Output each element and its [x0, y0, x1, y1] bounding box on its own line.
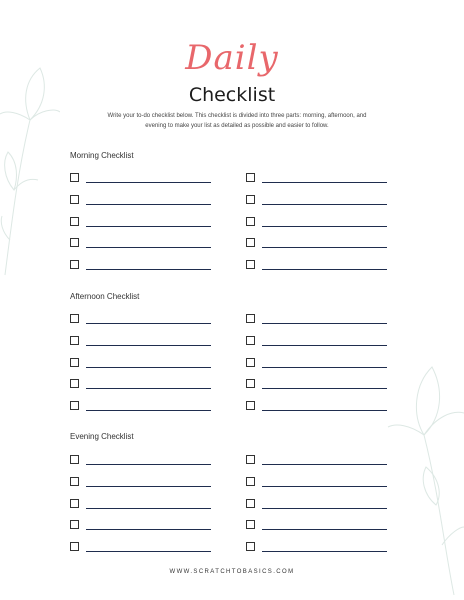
checkbox[interactable]	[246, 173, 255, 182]
write-in-line[interactable]	[86, 323, 211, 324]
write-in-line[interactable]	[262, 486, 387, 487]
write-in-line[interactable]	[86, 367, 211, 368]
description-text: Write your to-do checklist below. This checklist is divided into three parts: morning, afternoon, and evening to make your list as detailed as possible and easier to follow.	[107, 113, 367, 129]
checkbox[interactable]	[70, 520, 79, 529]
checkbox[interactable]	[246, 238, 255, 247]
checkbox[interactable]	[246, 217, 255, 226]
write-in-line[interactable]	[262, 226, 387, 227]
checkbox[interactable]	[70, 217, 79, 226]
checkbox[interactable]	[70, 173, 79, 182]
write-in-line[interactable]	[262, 529, 387, 530]
write-in-line[interactable]	[86, 345, 211, 346]
write-in-line[interactable]	[262, 204, 387, 205]
write-in-line[interactable]	[86, 247, 211, 248]
section-title-morning: Morning Checklist	[70, 151, 134, 160]
write-in-line[interactable]	[86, 486, 211, 487]
write-in-line[interactable]	[262, 388, 387, 389]
checkbox[interactable]	[70, 499, 79, 508]
checkbox[interactable]	[70, 336, 79, 345]
write-in-line[interactable]	[262, 323, 387, 324]
write-in-line[interactable]	[86, 182, 211, 183]
checkbox[interactable]	[246, 260, 255, 269]
checkbox[interactable]	[70, 195, 79, 204]
checkbox[interactable]	[70, 238, 79, 247]
write-in-line[interactable]	[262, 345, 387, 346]
checkbox[interactable]	[70, 455, 79, 464]
write-in-line[interactable]	[86, 269, 211, 270]
section-title-evening: Evening Checklist	[70, 432, 134, 441]
write-in-line[interactable]	[86, 508, 211, 509]
checkbox[interactable]	[246, 542, 255, 551]
write-in-line[interactable]	[262, 269, 387, 270]
write-in-line[interactable]	[262, 367, 387, 368]
write-in-line[interactable]	[86, 204, 211, 205]
checkbox[interactable]	[246, 401, 255, 410]
checkbox[interactable]	[70, 379, 79, 388]
floral-decoration-icon	[384, 355, 464, 595]
write-in-line[interactable]	[262, 551, 387, 552]
checkbox[interactable]	[70, 358, 79, 367]
write-in-line[interactable]	[262, 182, 387, 183]
checkbox[interactable]	[246, 195, 255, 204]
checkbox[interactable]	[246, 314, 255, 323]
checkbox[interactable]	[246, 336, 255, 345]
checkbox[interactable]	[246, 358, 255, 367]
write-in-line[interactable]	[262, 247, 387, 248]
checkbox[interactable]	[70, 314, 79, 323]
write-in-line[interactable]	[86, 529, 211, 530]
write-in-line[interactable]	[86, 388, 211, 389]
section-title-afternoon: Afternoon Checklist	[70, 292, 140, 301]
checkbox[interactable]	[70, 401, 79, 410]
write-in-line[interactable]	[262, 464, 387, 465]
checkbox[interactable]	[70, 477, 79, 486]
footer-website: WWW.SCRATCHTOBASICS.COM	[169, 569, 295, 575]
script-title: Daily	[185, 38, 279, 78]
write-in-line[interactable]	[86, 551, 211, 552]
write-in-line[interactable]	[262, 410, 387, 411]
write-in-line[interactable]	[86, 410, 211, 411]
checkbox[interactable]	[246, 477, 255, 486]
checkbox[interactable]	[246, 379, 255, 388]
page-title: Checklist	[188, 84, 276, 106]
write-in-line[interactable]	[262, 508, 387, 509]
checkbox[interactable]	[246, 455, 255, 464]
write-in-line[interactable]	[86, 226, 211, 227]
checkbox[interactable]	[70, 260, 79, 269]
write-in-line[interactable]	[86, 464, 211, 465]
checkbox[interactable]	[246, 499, 255, 508]
checkbox[interactable]	[246, 520, 255, 529]
checkbox[interactable]	[70, 542, 79, 551]
